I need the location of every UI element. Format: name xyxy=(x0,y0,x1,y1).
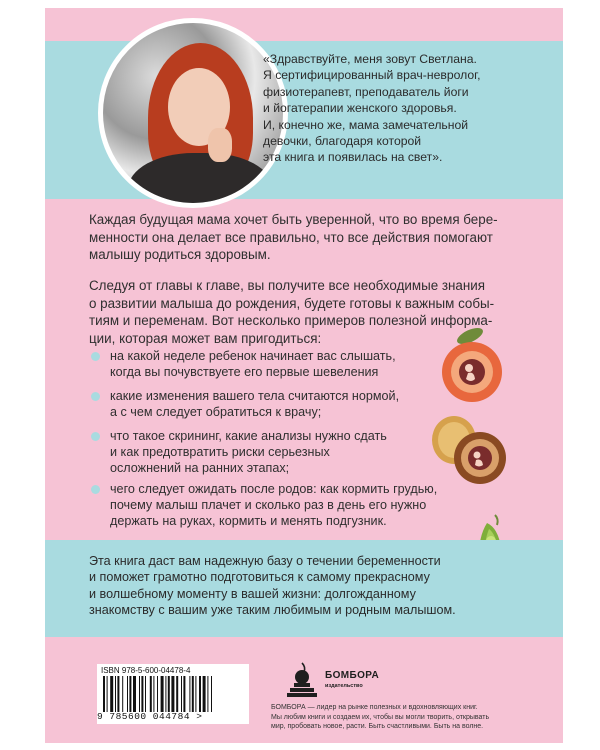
bullet-line: что такое скрининг, какие анализы нужно сдать xyxy=(110,429,387,443)
peach-fetus-illustration-icon xyxy=(432,326,512,406)
closing-paragraph xyxy=(89,553,549,619)
intro-line: менности она делает все правильно, что все действия помогают xyxy=(89,229,493,245)
barcode-bar xyxy=(157,676,158,712)
barcode-bar xyxy=(161,676,164,712)
bullet-line: осложнений на ранних этапах; xyxy=(110,461,290,475)
barcode-bar xyxy=(195,676,196,712)
barcode-bar xyxy=(115,676,116,712)
bullet-text xyxy=(110,348,396,380)
barcode-bar xyxy=(211,676,212,712)
bombora-logo-icon xyxy=(287,661,317,697)
barcode-bar xyxy=(192,676,194,712)
barcode-bar xyxy=(203,676,206,712)
barcode-bar xyxy=(171,676,174,712)
publisher-subtitle: издательство xyxy=(325,683,363,689)
barcode-bar xyxy=(199,676,201,712)
barcode-bar xyxy=(189,676,190,712)
barcode-bar xyxy=(207,676,208,712)
barcode-bar xyxy=(110,676,113,712)
quote-line: и йогатерапии женского здоровья. xyxy=(263,101,457,116)
bullet-dot-icon xyxy=(91,352,100,361)
guide-line: тиям и переменам. Вот несколько примеров полезной информа- xyxy=(89,313,493,329)
quote-line: И, конечно же, мама замечательной xyxy=(263,117,469,132)
bullet-text xyxy=(110,388,399,420)
closing-line: Эта книга даст вам надежную базу о течении беременности xyxy=(89,554,441,568)
portrait-hand xyxy=(208,128,232,162)
closing-line: и поможет грамотно подготовиться к самому прекрасному xyxy=(89,570,430,585)
bullet-line: почему малыш плачет и сколько раз в день его нужно xyxy=(110,498,427,512)
publisher-name: БОМБОРА xyxy=(325,670,380,681)
intro-line: малышу родиться здоровым. xyxy=(89,247,271,263)
bullet-line: чего следует ожидать после родов: как кормить грудью, xyxy=(110,482,438,496)
bullet-line: когда вы почувствуете его первые шевеления xyxy=(110,365,379,379)
book-back-cover xyxy=(45,8,563,743)
bullet-dot-icon xyxy=(91,392,100,401)
barcode-bar xyxy=(181,676,182,712)
author-quote xyxy=(263,51,553,166)
quote-line: «Здравствуйте, меня зовут Светлана. xyxy=(263,52,477,66)
closing-line: и волшебному моменту в вашей жизни: долгожданному xyxy=(89,586,416,601)
tagline-line: БОМБОРА — лидер на рынке полезных и вдохновляющих книг. xyxy=(271,704,478,711)
barcode-bar xyxy=(107,676,108,712)
publisher-tagline xyxy=(271,703,561,732)
bullet-line: на какой неделе ребенок начинает вас слышать, xyxy=(110,349,396,363)
bullet-line: держать на руках, кормить и менять подгузник. xyxy=(110,514,387,528)
quote-line: девочки, благодаря которой xyxy=(263,134,422,149)
walnut-fetus-illustration-icon xyxy=(428,410,508,490)
guide-line: о развитии малыша до рождения, будете готовы к важным собы- xyxy=(89,295,495,311)
barcode-bar xyxy=(150,676,152,712)
barcode-bar xyxy=(133,676,136,712)
barcode-bar xyxy=(183,676,185,712)
barcode-bar xyxy=(165,676,166,712)
bullet-text xyxy=(110,428,387,476)
tagline-line: Мы любим книги и создаем их, чтобы вы могли творить, открывать xyxy=(271,713,490,721)
barcode-bar xyxy=(139,676,140,712)
intro-paragraph xyxy=(89,211,529,264)
portrait-body xyxy=(128,153,273,208)
barcode-bar xyxy=(122,676,123,712)
isbn-text: ISBN 978-5-600-04478-4 xyxy=(101,666,191,675)
barcode-bar xyxy=(145,676,146,712)
barcode-bar xyxy=(176,676,178,712)
quote-line: эта книга и появилась на свет». xyxy=(263,150,443,165)
bullet-line: какие изменения вашего тела считаются нормой, xyxy=(110,389,400,403)
barcode-bar xyxy=(129,676,131,712)
bullet-line: а с чем следует обратиться к врачу; xyxy=(110,405,322,419)
tagline-line: мир, пробовать новое, расти. Быть счастливыми. Быть на волне. xyxy=(271,723,484,730)
quote-line: Я сертифицированный врач-невролог, xyxy=(263,68,481,83)
barcode-bar xyxy=(127,676,128,712)
author-portrait xyxy=(98,18,288,208)
barcode-bar xyxy=(117,676,119,712)
barcode-bar xyxy=(141,676,143,712)
barcode-number: 9 785600 044784 > xyxy=(97,711,203,722)
quote-line: физиотерапевт, преподаватель йоги xyxy=(263,84,469,99)
barcode-bar xyxy=(153,676,154,712)
bullet-line: и как предотвратить риски серьезных xyxy=(110,445,330,459)
bullet-text xyxy=(110,481,437,529)
barcode-bar xyxy=(103,676,105,712)
barcode-block xyxy=(97,664,249,724)
closing-line: знакомству с вашим уже таким любимым и родным малышом. xyxy=(89,603,456,618)
barcode-bar xyxy=(168,676,170,712)
barcode-bars xyxy=(103,676,243,712)
guide-line: Следуя от главы к главе, вы получите все необходимые знания xyxy=(89,278,485,293)
bullet-dot-icon xyxy=(91,485,100,494)
guide-line: ции, которая может вам пригодиться: xyxy=(89,330,322,346)
bullet-dot-icon xyxy=(91,432,100,441)
intro-line: Каждая будущая мама хочет быть уверенной, что во время бере- xyxy=(89,212,498,227)
